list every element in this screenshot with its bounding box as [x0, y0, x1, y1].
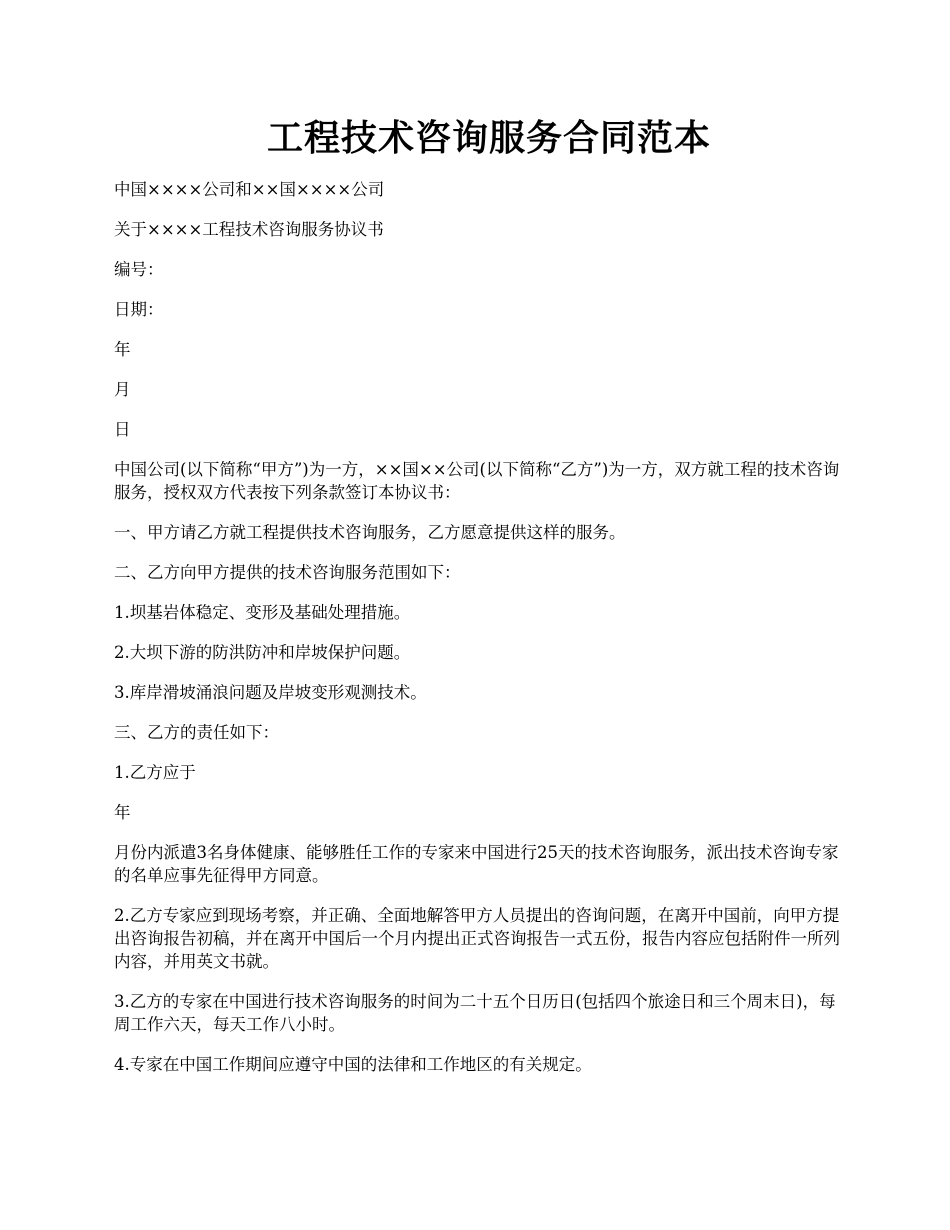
date-day: 日 [114, 420, 131, 439]
clause-2-item-2: 2.大坝下游的防洪防冲和岸坡保护问题。 [114, 643, 411, 662]
clause-3-item-4: 4.专家在中国工作期间应遵守中国的法律和工作地区的有关规定。 [114, 1055, 592, 1074]
clause-2-heading: 二、乙方向甲方提供的技术咨询服务范围如下： [114, 563, 461, 582]
clause-2-item-1: 1.坝基岩体稳定、变形及基础处理措施。 [114, 603, 411, 622]
agreement-subject: 关于××××工程技术咨询服务协议书 [114, 220, 384, 239]
clause-3-heading: 三、乙方的责任如下： [114, 723, 279, 742]
clause-2-item-3: 3.库岸滑坡涌浪问题及岸坡变形观测技术。 [114, 683, 427, 702]
clause-1: 一、甲方请乙方就工程提供技术咨询服务，乙方愿意提供这样的服务。 [114, 523, 626, 542]
date-label: 日期： [114, 300, 164, 319]
party-names: 中国××××公司和××国××××公司 [114, 180, 385, 199]
clause-3-item-1-year: 年 [114, 803, 131, 822]
document-page [114, 112, 844, 1093]
preamble-paragraph: 中国公司(以下简称“甲方”)为一方，××国××公司(以下简称“乙方”)为一方，双方就工程的技术咨询服务，授权双方代表按下列条款签订本协议书： [114, 460, 840, 502]
contract-number-label: 编号： [114, 260, 164, 279]
clause-3-item-3: 3.乙方的专家在中国进行技术咨询服务的时间为二十五个日历日(包括四个旅途日和三个周末日)，每周工作六天，每天工作八小时。 [114, 992, 836, 1034]
document-title: 工程技术咨询服务合同范本 [266, 117, 711, 159]
date-year: 年 [114, 340, 131, 359]
clause-3-item-2: 2.乙方专家应到现场考察，并正确、全面地解答甲方人员提出的咨询问题，在离开中国前，向甲方提出咨询报告初稿，并在离开中国后一个月内提出正式咨询报告一式五份，报告内容应包括附件一所列内容，并用英文书就。 [114, 906, 840, 971]
clause-3-item-1-start: 1.乙方应于 [114, 763, 196, 782]
date-month: 月 [114, 380, 131, 399]
clause-3-item-1-body: 月份内派遣3名身体健康、能够胜任工作的专家来中国进行25天的技术咨询服务，派出技术咨询专家的名单应事先征得甲方同意。 [114, 843, 839, 885]
